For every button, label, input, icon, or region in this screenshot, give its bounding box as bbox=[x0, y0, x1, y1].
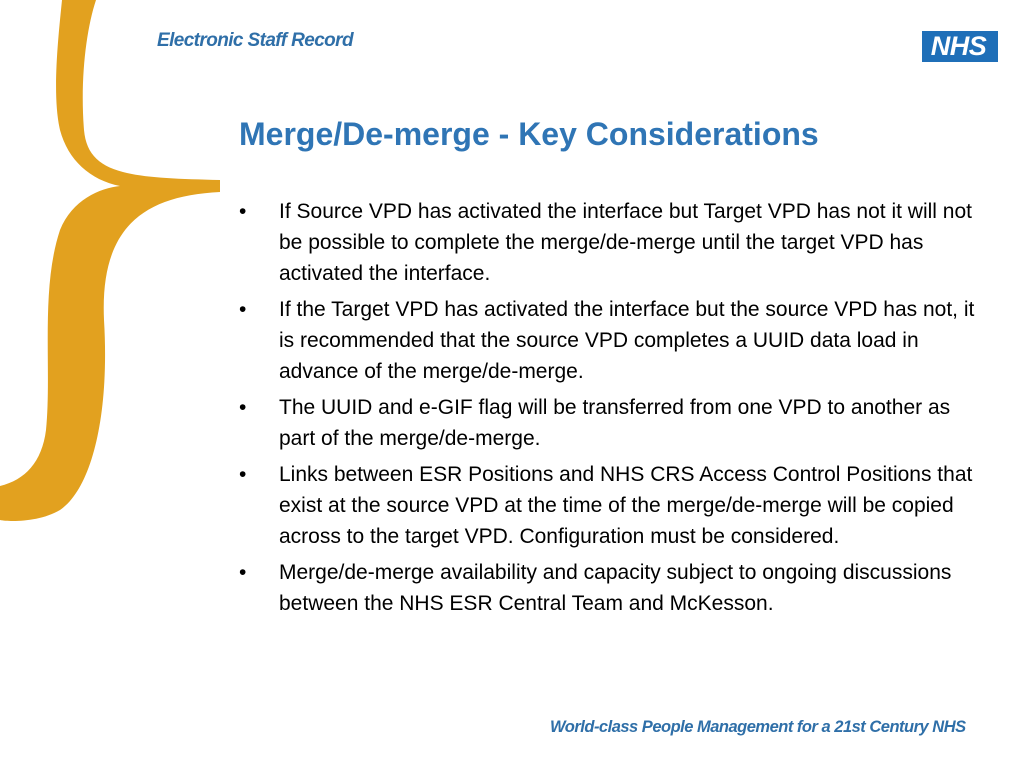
nhs-logo: NHS bbox=[922, 31, 998, 62]
bullet-marker: • bbox=[239, 200, 247, 223]
bullet-text: If the Target VPD has activated the interface but the source VPD has not, it is recommended that the source VPD completes a UUID data load in advance of the merge/de-merge. bbox=[279, 298, 975, 383]
bullet-item bbox=[237, 196, 975, 289]
bullet-marker: • bbox=[239, 396, 247, 419]
bullet-text: Merge/de-merge availability and capacity subject to ongoing discussions between the NHS ESR Central Team and McKesson. bbox=[279, 561, 952, 615]
bullet-text: The UUID and e-GIF flag will be transferred from one VPD to another as part of the merge/de-merge. bbox=[279, 396, 951, 450]
bullet-item bbox=[237, 294, 975, 387]
bullet-text: Links between ESR Positions and NHS CRS Access Control Positions that exist at the source VPD at the time of the merge/de-merge will be copied across to the target VPD. Configuration must be considered. bbox=[279, 463, 973, 548]
bullet-marker: • bbox=[239, 298, 247, 321]
curly-brace-icon bbox=[0, 0, 240, 540]
bullet-marker: • bbox=[239, 561, 247, 584]
bullet-marker: • bbox=[239, 463, 247, 486]
bullet-item bbox=[237, 392, 975, 454]
bullet-list bbox=[237, 196, 975, 624]
brand-wordmark: Electronic Staff Record bbox=[157, 30, 353, 51]
bullet-item bbox=[237, 459, 975, 552]
footer-tagline: World-class People Management for a 21st Century NHS bbox=[550, 718, 966, 736]
bullet-item bbox=[237, 557, 975, 619]
slide-title: Merge/De-merge - Key Considerations bbox=[239, 116, 819, 152]
bullet-text: If Source VPD has activated the interface but Target VPD has not it will not be possible to complete the merge/de-merge until the target VPD has activated the interface. bbox=[279, 200, 972, 285]
